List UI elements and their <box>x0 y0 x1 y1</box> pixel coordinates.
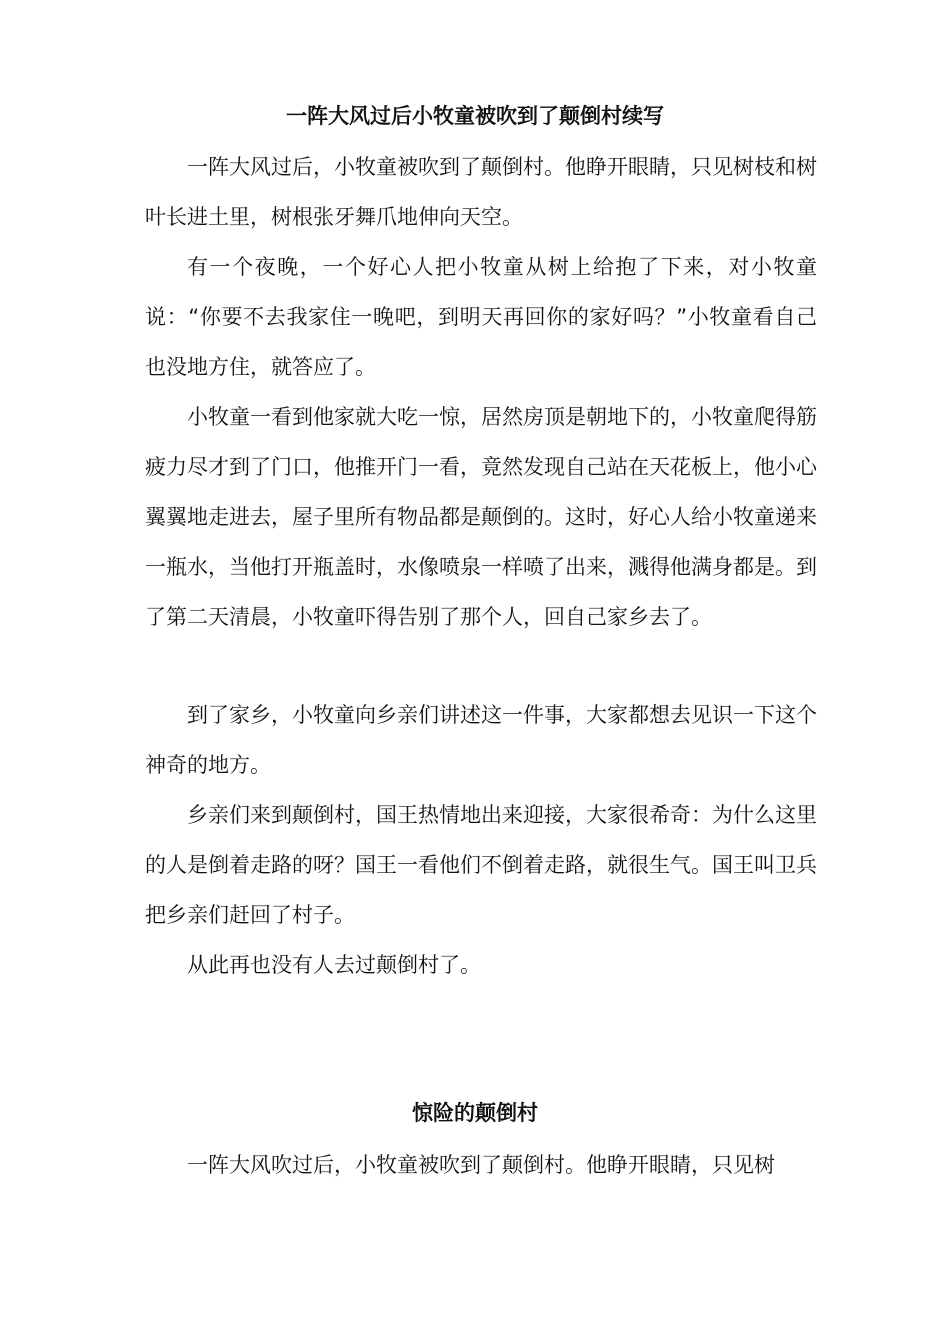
paragraph: 有一个夜晚，一个好心人把小牧童从树上给抱了下来，对小牧童说：“你要不去我家住一晚吧，到明天再回你的家好吗？”小牧童看自己也没地方住，就答应了。 <box>145 255 817 379</box>
paragraph: 一阵大风吹过后，小牧童被吹到了颠倒村。他睁开眼睛，只见树 <box>187 1153 775 1177</box>
paragraph: 一阵大风过后，小牧童被吹到了颠倒村。他睁开眼睛，只见树枝和树叶长进土里，树根张牙舞爪地伸向天空。 <box>145 155 817 229</box>
paragraph: 小牧童一看到他家就大吃一惊，居然房顶是朝地下的，小牧童爬得筋疲力尽才到了门口，他推开门一看，竟然发现自己站在天花板上，他小心翼翼地走进去，屋子里所有物品都是颠倒的。这时，好心人给小牧童递来一瓶水，当他打开瓶盖时，水像喷泉一样喷了出来，溅得他满身都是。到了第二天清晨，小牧童吓得告别了那个人，回自己家乡去了。 <box>145 405 817 629</box>
article-title: 一阵大风过后小牧童被吹到了颠倒村续写 <box>286 104 664 128</box>
paragraph: 到了家乡，小牧童向乡亲们讲述这一件事，大家都想去见识一下这个神奇的地方。 <box>145 703 817 777</box>
paragraph: 从此再也没有人去过颠倒村了。 <box>187 953 481 977</box>
article-title: 惊险的颠倒村 <box>412 1101 538 1125</box>
paragraph: 乡亲们来到颠倒村，国王热情地出来迎接，大家很希奇：为什么这里的人是倒着走路的呀？国王一看他们不倒着走路，就很生气。国王叫卫兵把乡亲们赶回了村子。 <box>145 803 817 927</box>
